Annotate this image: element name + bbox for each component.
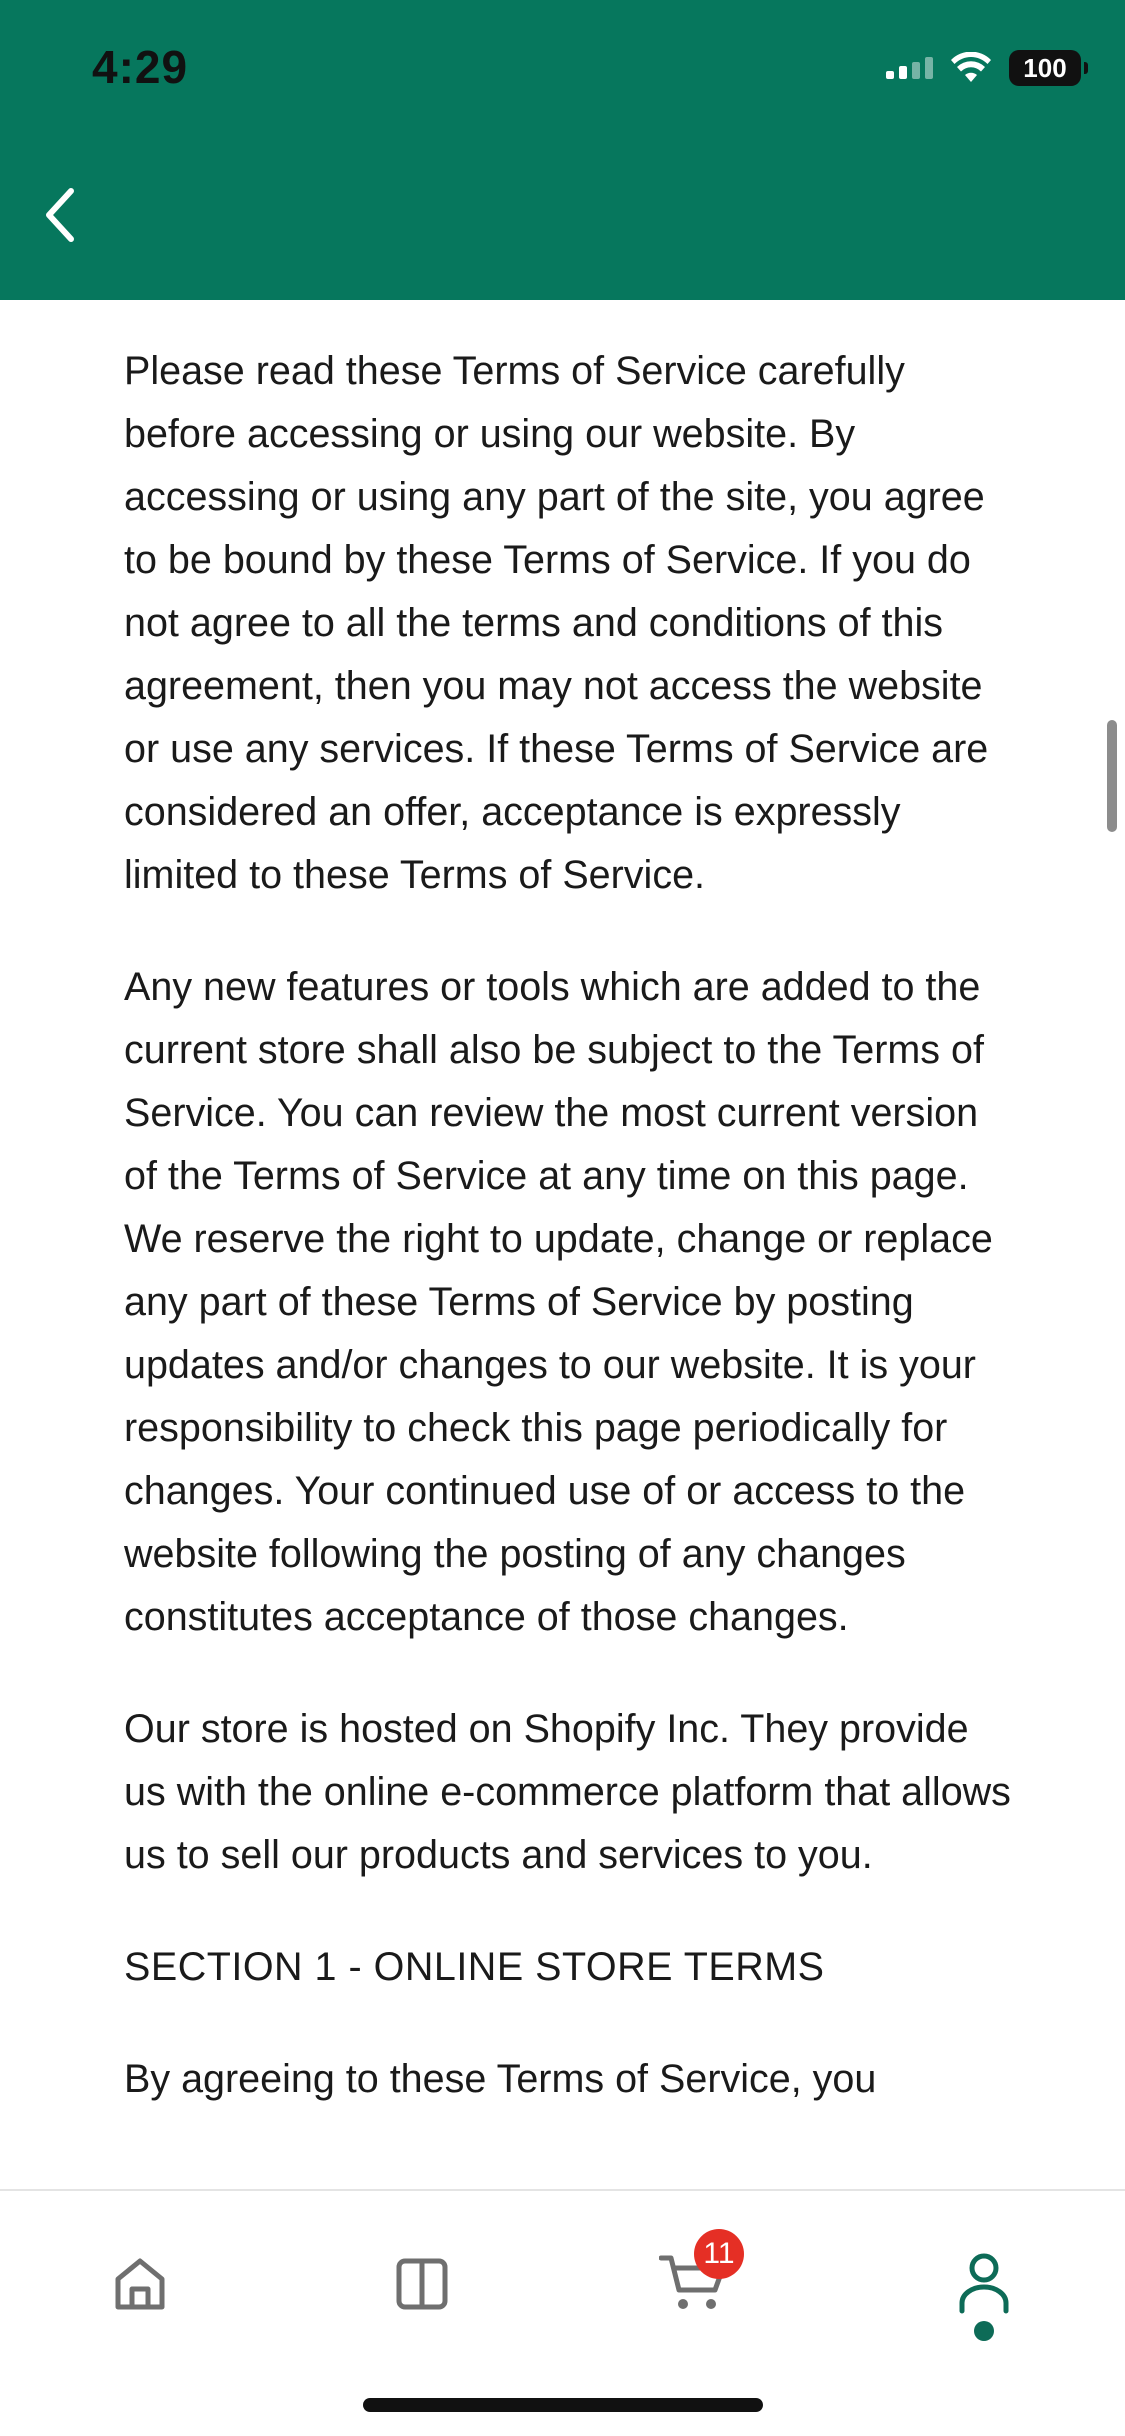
terms-text-column bbox=[124, 340, 1014, 2111]
section-heading: SECTION 1 - ONLINE STORE TERMS bbox=[124, 1945, 825, 1989]
battery-level: 100 bbox=[1023, 52, 1067, 83]
home-indicator[interactable] bbox=[363, 2398, 763, 2412]
book-icon bbox=[392, 2253, 452, 2313]
status-indicators bbox=[886, 48, 1081, 88]
active-tab-indicator bbox=[974, 2321, 994, 2341]
terms-paragraph-4: By agreeing to these Terms of Service, you bbox=[124, 2057, 877, 2101]
tab-catalog[interactable] bbox=[372, 2233, 472, 2333]
tab-home[interactable] bbox=[90, 2233, 190, 2333]
user-icon bbox=[954, 2251, 1014, 2315]
battery-icon bbox=[1009, 50, 1081, 86]
terms-paragraph-3: Our store is hosted on Shopify Inc. They provide us with the online e-commerce platform that allows us to sell our products and services to you. bbox=[124, 1707, 1011, 1877]
cart-count-badge: 11 bbox=[694, 2229, 744, 2279]
terms-paragraph-1: Please read these Terms of Service carefully before accessing or using our website. By accessing or using any part of the site, you agree to be bound by these Terms of Service. If you do not agree to all the terms and conditions of this agreement, then you may not access the website or use any services. If these Terms of Service are considered an offer, acceptance is expressly limited to these Terms of Service. bbox=[124, 349, 989, 897]
app-header bbox=[0, 0, 1125, 300]
status-time: 4:29 bbox=[92, 41, 189, 93]
scrollbar[interactable] bbox=[1107, 720, 1117, 832]
wifi-icon bbox=[951, 52, 991, 84]
tab-account[interactable] bbox=[934, 2233, 1034, 2333]
terms-paragraph-2: Any new features or tools which are added to the current store shall also be subject to the Terms of Service. You can review the most current version of the Terms of Service at any time on this page. We reserve the right to update, change or replace any part of these Terms of Service by posting updates and/or changes to our website. It is your responsibility to check this page periodically for changes. Your continued use of or access to the website following the posting of any changes constitutes acceptance of those changes. bbox=[124, 965, 993, 1639]
chevron-left-icon bbox=[39, 185, 79, 245]
home-icon bbox=[110, 2253, 170, 2313]
terms-content[interactable] bbox=[0, 300, 1125, 2190]
back-button[interactable] bbox=[24, 170, 94, 260]
tab-cart[interactable] bbox=[644, 2233, 744, 2333]
cellular-signal-icon bbox=[886, 57, 933, 79]
